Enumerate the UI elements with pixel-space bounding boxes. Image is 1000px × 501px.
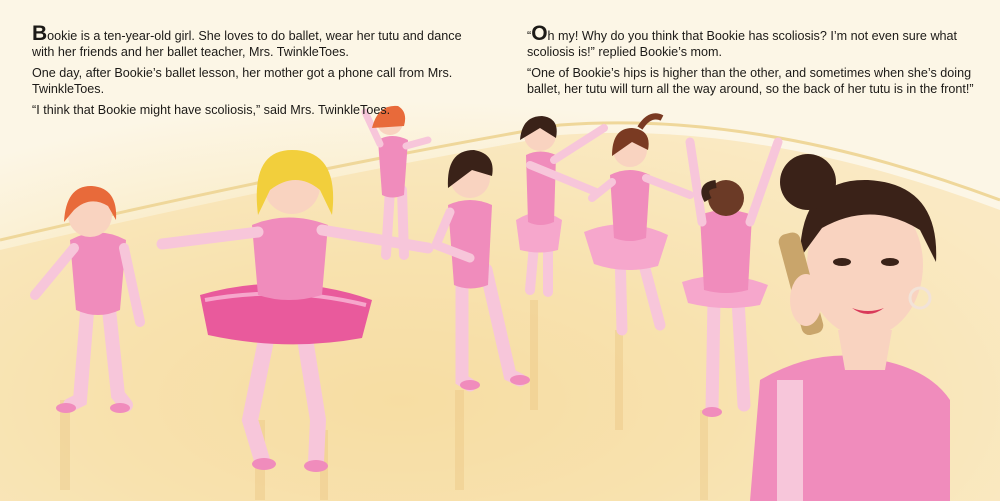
right-page-text xyxy=(527,22,977,103)
drop-cap: B xyxy=(32,22,48,45)
left-paragraph-1 xyxy=(32,22,477,60)
left-page-text xyxy=(32,22,477,125)
drop-cap: O xyxy=(531,22,548,45)
right-paragraph-2: “One of Bookie’s hips is higher than the other, and sometimes when she’s doing ballet, her tutu will turn all the way around, so the back of her tutu is in the front!” xyxy=(527,66,974,96)
right-paragraph-1-text: h my! Why do you think that Bookie has scoliosis? I’m not even sure what scoliosis is!” replied Bookie’s mom. xyxy=(527,29,958,59)
left-paragraph-3: “I think that Bookie might have scoliosis,” said Mrs. TwinkleToes. xyxy=(32,103,391,117)
right-paragraph-1 xyxy=(527,22,977,60)
opening-quote: “ xyxy=(527,29,532,43)
left-paragraph-2: One day, after Bookie’s ballet lesson, her mother got a phone call from Mrs. TwinkleToes. xyxy=(32,66,453,96)
left-paragraph-1-text: ookie is a ten-year-old girl. She loves to do ballet, wear her tutu and dance with her friends and her ballet teacher, Mrs. TwinkleToes. xyxy=(32,29,462,59)
